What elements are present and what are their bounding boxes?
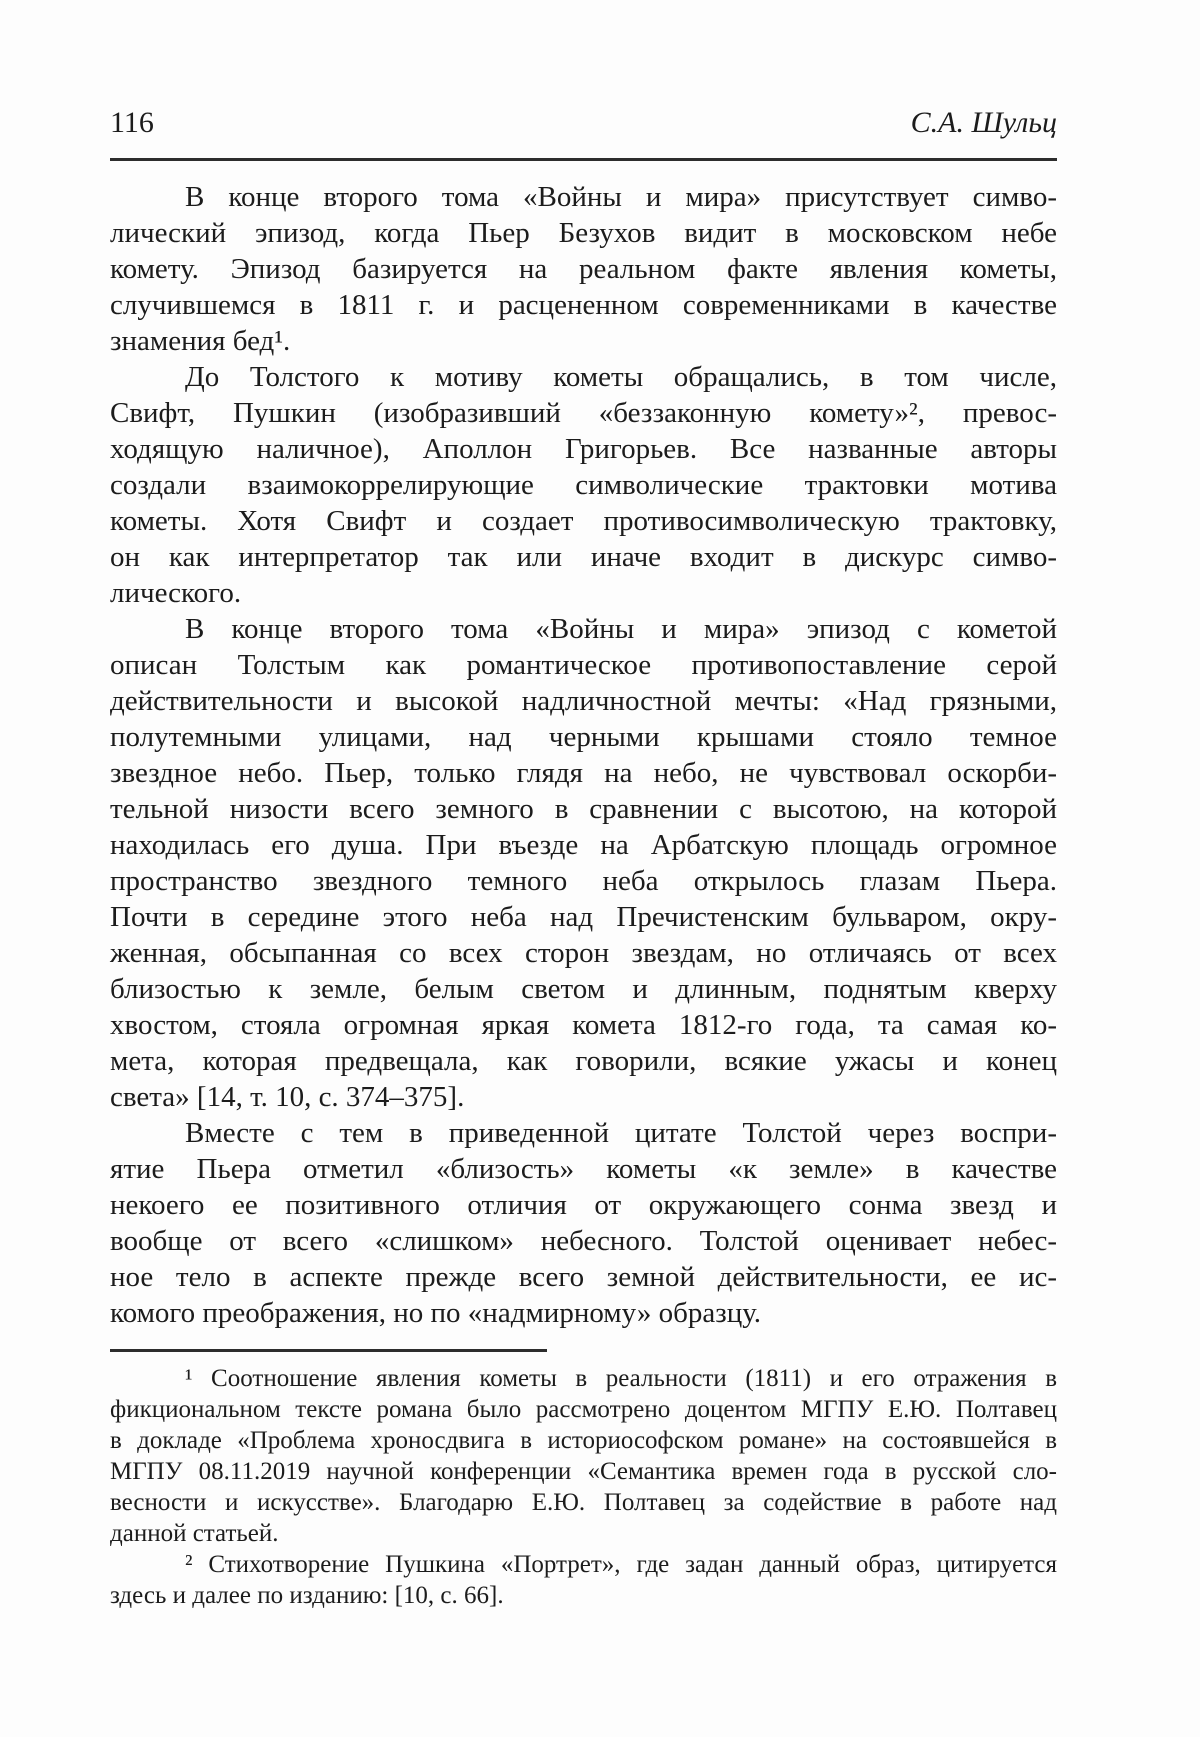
text-line: тельной низости всего земного в сравнении с высотою, на которой	[110, 793, 1057, 825]
text-line: в докладе «Проблема хроносдвига в историософском романе» на состоявшейся в	[110, 1427, 1057, 1454]
paragraph	[110, 359, 1057, 611]
text-line: хвостом, стояла огромная яркая комета 1812-го года, та самая ко-	[110, 1009, 1057, 1041]
text-line: комого преображения, но по «надмирному» образцу.	[110, 1297, 762, 1329]
text-line: Свифт, Пушкин (изобразивший «беззаконную комету»², превос-	[110, 397, 1057, 429]
header-rule	[110, 158, 1057, 161]
body-paragraphs	[110, 179, 1057, 1331]
text-line: Почти в середине этого неба над Пречистенским бульваром, окру-	[110, 901, 1057, 933]
text-line: случившемся в 1811 г. и расцененном современниками в качестве	[110, 289, 1057, 321]
text-line: ¹ Соотношение явления кометы в реальности (1811) и его отражения в	[185, 1365, 1057, 1392]
text-line: действительности и высокой надличностной мечты: «Над грязными,	[110, 685, 1057, 717]
text-line: находилась его душа. При въезде на Арбатскую площадь огромное	[110, 829, 1057, 861]
footnote-item	[110, 1363, 1057, 1549]
text-line: близостью к земле, белым светом и длинным, поднятым кверху	[110, 973, 1057, 1005]
text-line: ное тело в аспекте прежде всего земной действительности, ее ис-	[110, 1261, 1057, 1293]
running-head-author: С.А. Шульц	[910, 106, 1057, 139]
text-line: звездное небо. Пьер, только глядя на небо, не чувствовал оскорби-	[110, 757, 1057, 789]
text-line: создали взаимокоррелирующие символические трактовки мотива	[110, 469, 1057, 501]
text-line: мета, которая предвещала, как говорили, всякие ужасы и конец	[110, 1045, 1057, 1077]
text-line: фикциональном тексте романа было рассмотрено доцентом МГПУ Е.Ю. Полтавец	[110, 1396, 1057, 1423]
text-line: знамения бед¹.	[110, 325, 291, 357]
page-header	[110, 104, 1057, 142]
text-line: комету. Эпизод базируется на реальном факте явления кометы,	[110, 253, 1057, 285]
footnote-list	[110, 1363, 1057, 1611]
paragraph	[110, 179, 1057, 359]
text-line: здесь и далее по изданию: [10, с. 66].	[110, 1582, 504, 1609]
paragraph	[110, 1115, 1057, 1331]
paragraph	[110, 611, 1057, 1115]
text-line: женная, обсыпанная со всех сторон звездам, но отличаясь от всех	[110, 937, 1057, 969]
text-line: он как интерпретатор так или иначе входит в дискурс симво-	[110, 541, 1057, 573]
text-line: весности и искусстве». Благодарю Е.Ю. Полтавец за содействие в работе над	[110, 1489, 1057, 1516]
text-line: МГПУ 08.11.2019 научной конференции «Семантика времен года в русской сло-	[110, 1458, 1057, 1485]
text-line: вообще от всего «слишком» небесного. Толстой оценивает небес-	[110, 1225, 1057, 1257]
text-line: кометы. Хотя Свифт и создает противосимволическую трактовку,	[110, 505, 1057, 537]
text-line: света» [14, т. 10, с. 374–375].	[110, 1081, 465, 1113]
text-line: ятие Пьера отметил «близость» кометы «к земле» в качестве	[110, 1153, 1057, 1185]
text-line: лического.	[110, 577, 242, 609]
text-line: некоего ее позитивного отличия от окружающего сонма звезд и	[110, 1189, 1057, 1221]
footnote-item	[110, 1549, 1057, 1611]
text-line: В конце второго тома «Войны и мира» эпизод с кометой	[185, 613, 1057, 645]
text-line: описан Толстым как романтическое противопоставление серой	[110, 649, 1057, 681]
text-line: В конце второго тома «Войны и мира» присутствует симво-	[185, 181, 1057, 213]
text-line: Вместе с тем в приведенной цитате Толстой через воспри-	[185, 1117, 1057, 1149]
text-line: полутемными улицами, над черными крышами стояло темное	[110, 721, 1057, 753]
text-line: ² Стихотворение Пушкина «Портрет», где задан данный образ, цитируется	[185, 1551, 1057, 1578]
text-line: До Толстого к мотиву кометы обращались, в том числе,	[185, 361, 1057, 393]
text-line: ходящую наличное), Аполлон Григорьев. Все названные авторы	[110, 433, 1057, 465]
text-line: пространство звездного темного неба открылось глазам Пьера.	[110, 865, 1057, 897]
text-line: лический эпизод, когда Пьер Безухов видит в московском небе	[110, 217, 1057, 249]
text-line: данной статьей.	[110, 1520, 279, 1547]
page-number: 116	[110, 106, 154, 139]
footnote-separator-rule	[110, 1349, 547, 1352]
